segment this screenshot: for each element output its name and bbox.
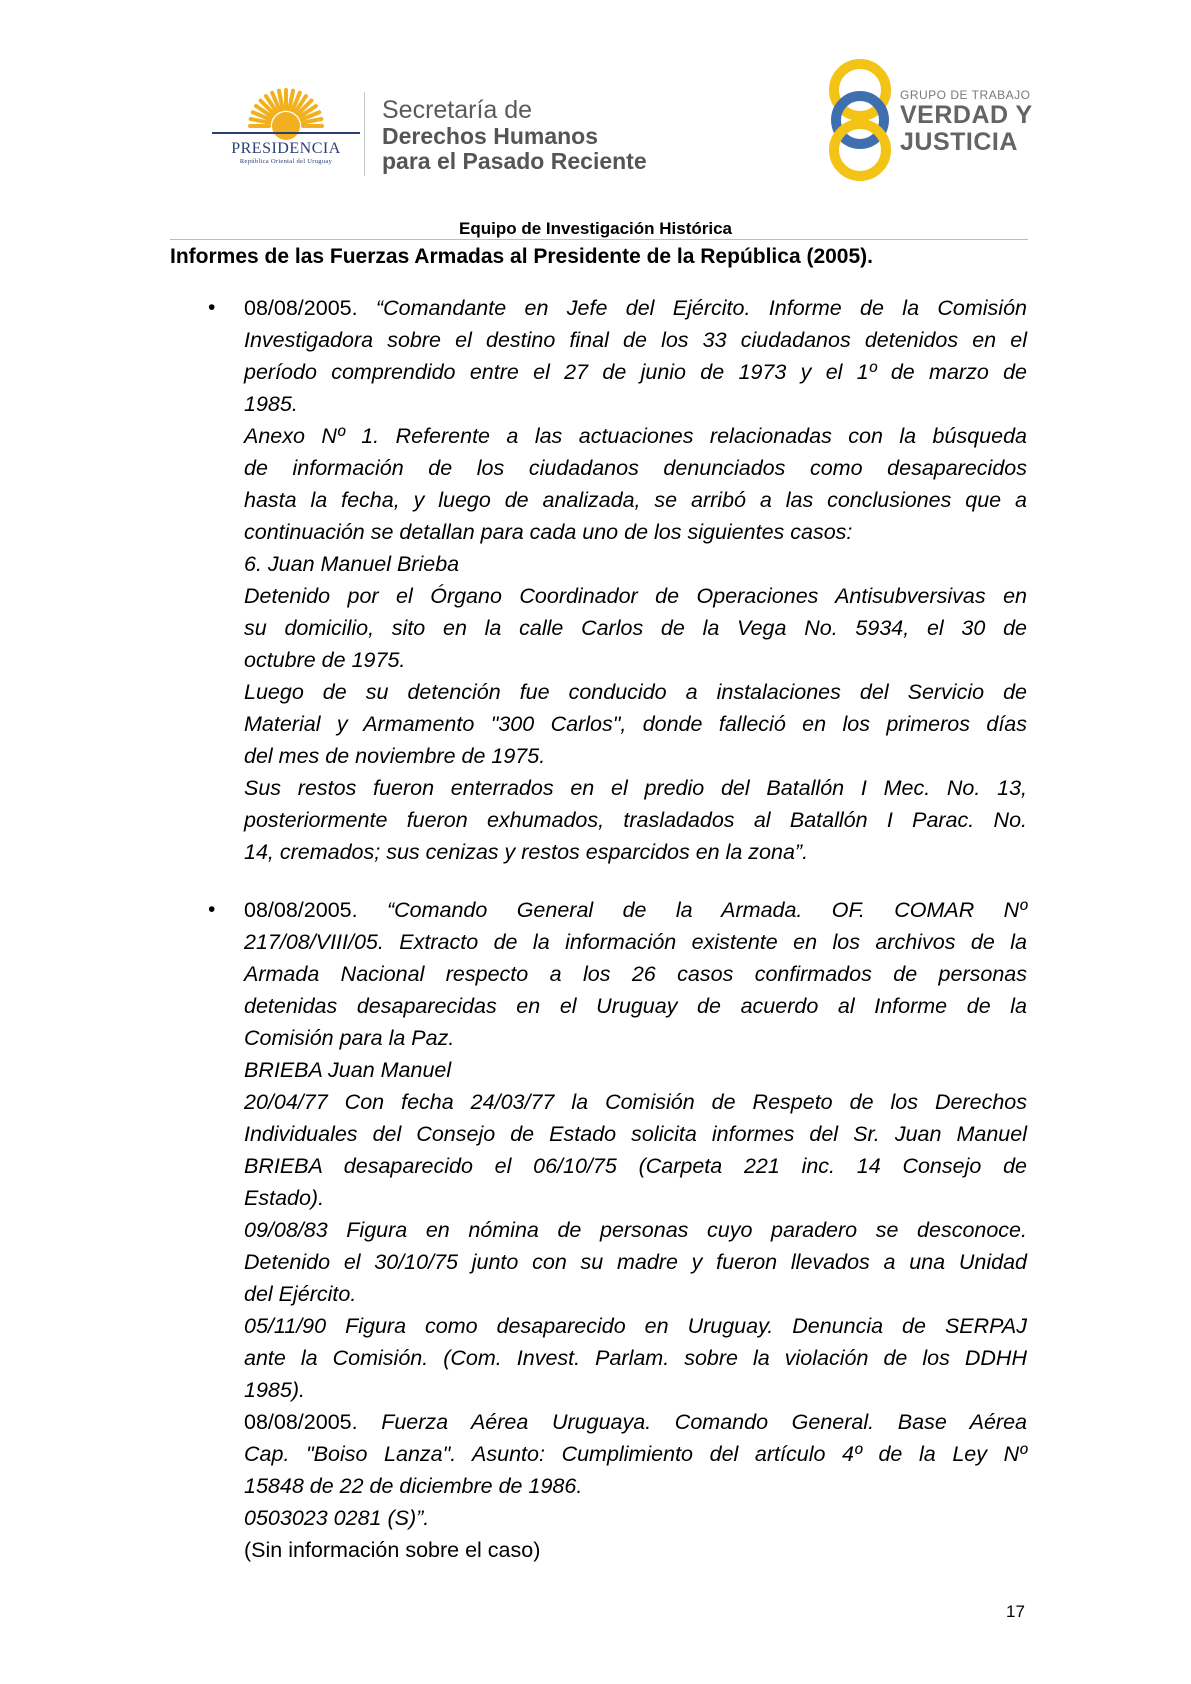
text-line bbox=[244, 1150, 1027, 1182]
text-line-italic: 1985). bbox=[244, 1378, 305, 1402]
text-line-italic: Comisión para la Paz. bbox=[244, 1026, 455, 1050]
text-line-italic: su domicilio, sito en la calle Carlos de la Vega No. 5934, el 30 de bbox=[244, 616, 1027, 640]
text-line bbox=[244, 772, 1027, 804]
text-line-italic: 05/11/90 Figura como desaparecido en Uruguay. Denuncia de SERPAJ bbox=[244, 1314, 1027, 1338]
text-line-italic: del Ejército. bbox=[244, 1282, 357, 1306]
text-line-italic: Detenido el 30/10/75 junto con su madre y fueron llevados a una Unidad bbox=[244, 1250, 1027, 1274]
bullet-icon: • bbox=[208, 296, 216, 319]
text-line bbox=[244, 1182, 1027, 1214]
text-line-plain: 08/08/2005. bbox=[244, 296, 376, 320]
text-line bbox=[244, 1246, 1027, 1278]
text-line-italic: Detenido por el Órgano Coordinador de Operaciones Antisubversivas en bbox=[244, 584, 1027, 608]
report-item-body bbox=[244, 292, 1027, 868]
text-line-italic: 09/08/83 Figura en nómina de personas cuyo paradero se desconoce. bbox=[244, 1218, 1027, 1242]
text-line-italic: “Comando General de la Armada. OF. COMAR Nº bbox=[386, 898, 1027, 922]
text-line-italic: 0503023 0281 (S)”. bbox=[244, 1506, 430, 1530]
text-line-plain: 08/08/2005. bbox=[244, 898, 387, 922]
text-line-italic: Luego de su detención fue conducido a instalaciones del Servicio de bbox=[244, 680, 1027, 704]
text-line-italic: período comprendido entre el 27 de junio de 1973 y el 1º de marzo de bbox=[244, 360, 1027, 384]
text-line bbox=[244, 1022, 1027, 1054]
text-line bbox=[244, 1502, 1027, 1534]
text-line bbox=[244, 1534, 1027, 1566]
text-line-italic: 15848 de 22 de diciembre de 1986. bbox=[244, 1474, 583, 1498]
text-line bbox=[244, 1310, 1027, 1342]
text-line bbox=[244, 452, 1027, 484]
text-line-italic: Anexo Nº 1. Referente a las actuaciones relacionadas con la búsqueda bbox=[244, 424, 1027, 448]
text-line bbox=[244, 1118, 1027, 1150]
text-line-italic: 217/08/VIII/05. Extracto de la información existente en los archivos de la bbox=[244, 930, 1027, 954]
text-line bbox=[244, 1086, 1027, 1118]
page-title: Informes de las Fuerzas Armadas al Presidente de la República (2005). bbox=[170, 245, 873, 268]
secretaria-wordmark bbox=[382, 96, 647, 174]
text-line-italic: 6. Juan Manuel Brieba bbox=[244, 552, 460, 576]
verdad-justicia-wordmark bbox=[900, 88, 1033, 156]
text-line-italic: posteriormente fueron exhumados, trasladados al Batallón I Parac. No. bbox=[244, 808, 1027, 832]
vj-line-1: GRUPO DE TRABAJO bbox=[900, 88, 1031, 102]
header-divider bbox=[364, 92, 365, 176]
text-line-italic: Material y Armamento "300 Carlos", donde falleció en los primeros días bbox=[244, 712, 1027, 736]
verdad-justicia-logo-icon bbox=[820, 56, 900, 182]
secretaria-line-2: Derechos Humanos bbox=[382, 123, 599, 149]
text-line bbox=[244, 292, 1027, 324]
secretaria-line-3: para el Pasado Reciente bbox=[382, 148, 647, 174]
text-line-italic: continuación se detallan para cada uno de los siguientes casos: bbox=[244, 520, 853, 544]
text-line bbox=[244, 644, 1027, 676]
report-item bbox=[0, 292, 1191, 868]
text-line bbox=[244, 356, 1027, 388]
text-line-italic: detenidas desaparecidas en el Uruguay de acuerdo al Informe de la bbox=[244, 994, 1027, 1018]
text-line-plain: 08/08/2005. bbox=[244, 1410, 382, 1434]
text-line bbox=[244, 1470, 1027, 1502]
text-line-italic: Cap. "Boiso Lanza". Asunto: Cumplimiento del artículo 4º de la Ley Nº bbox=[244, 1442, 1027, 1466]
text-line-italic: del mes de noviembre de 1975. bbox=[244, 744, 546, 768]
text-line-italic: 14, cremados; sus cenizas y restos esparcidos en la zona”. bbox=[244, 840, 809, 864]
text-line bbox=[244, 548, 1027, 580]
header-rule bbox=[170, 239, 1028, 240]
text-line-italic: 1985. bbox=[244, 392, 298, 416]
team-title: Equipo de Investigación Histórica bbox=[459, 219, 732, 238]
text-line-plain: (Sin información sobre el caso) bbox=[244, 1538, 541, 1562]
text-line bbox=[244, 1214, 1027, 1246]
report-item-body bbox=[244, 894, 1027, 1566]
text-line bbox=[244, 516, 1027, 548]
presidencia-wordmark: PRESIDENCIA bbox=[231, 140, 341, 157]
text-line-italic: Fuerza Aérea Uruguaya. Comando General. Base Aérea bbox=[381, 1410, 1027, 1434]
text-line bbox=[244, 804, 1027, 836]
text-line-italic: 20/04/77 Con fecha 24/03/77 la Comisión de Respeto de los Derechos bbox=[244, 1090, 1027, 1114]
text-line bbox=[244, 1406, 1027, 1438]
text-line bbox=[244, 388, 1027, 420]
text-line-italic: BRIEBA desaparecido el 06/10/75 (Carpeta 221 inc. 14 Consejo de bbox=[244, 1154, 1027, 1178]
presidencia-subtitle: República Oriental del Uruguay bbox=[239, 158, 333, 165]
text-line bbox=[244, 324, 1027, 356]
text-line bbox=[244, 1054, 1027, 1086]
text-line bbox=[244, 926, 1027, 958]
text-line bbox=[244, 990, 1027, 1022]
letterhead bbox=[0, 0, 1191, 200]
text-line bbox=[244, 708, 1027, 740]
report-list bbox=[0, 292, 1191, 1592]
text-line bbox=[244, 420, 1027, 452]
page-number: 17 bbox=[1006, 1602, 1025, 1621]
text-line bbox=[244, 1438, 1027, 1470]
text-line bbox=[244, 836, 1027, 868]
text-line bbox=[244, 1278, 1027, 1310]
text-line bbox=[244, 740, 1027, 772]
text-line-italic: de información de los ciudadanos denunciados como desaparecidos bbox=[244, 456, 1027, 480]
text-line-italic: Investigadora sobre el destino final de los 33 ciudadanos detenidos en el bbox=[244, 328, 1027, 352]
text-line bbox=[244, 676, 1027, 708]
text-line bbox=[244, 580, 1027, 612]
report-item bbox=[0, 894, 1191, 1566]
text-line bbox=[244, 958, 1027, 990]
text-line-italic: hasta la fecha, y luego de analizada, se arribó a las conclusiones que a bbox=[244, 488, 1027, 512]
text-line bbox=[244, 484, 1027, 516]
vj-line-3: JUSTICIA bbox=[900, 128, 1018, 156]
text-line-italic: “Comandante en Jefe del Ejército. Informe de la Comisión bbox=[375, 296, 1027, 320]
secretaria-line-1: Secretaría de bbox=[382, 96, 533, 124]
text-line-italic: Estado). bbox=[244, 1186, 325, 1210]
text-line-italic: ante la Comisión. (Com. Invest. Parlam. sobre la violación de los DDHH bbox=[244, 1346, 1027, 1370]
text-line bbox=[244, 1342, 1027, 1374]
text-line-italic: Individuales del Consejo de Estado solicita informes del Sr. Juan Manuel bbox=[244, 1122, 1027, 1146]
vj-line-2: VERDAD Y bbox=[900, 101, 1033, 129]
text-line-italic: BRIEBA Juan Manuel bbox=[244, 1058, 452, 1082]
text-line bbox=[244, 612, 1027, 644]
text-line bbox=[244, 1374, 1027, 1406]
text-line bbox=[244, 894, 1027, 926]
text-line-italic: Armada Nacional respecto a los 26 casos confirmados de personas bbox=[244, 962, 1027, 986]
bullet-icon: • bbox=[208, 898, 216, 921]
text-line-italic: octubre de 1975. bbox=[244, 648, 406, 672]
text-line-italic: Sus restos fueron enterrados en el predio del Batallón I Mec. No. 13, bbox=[244, 776, 1027, 800]
